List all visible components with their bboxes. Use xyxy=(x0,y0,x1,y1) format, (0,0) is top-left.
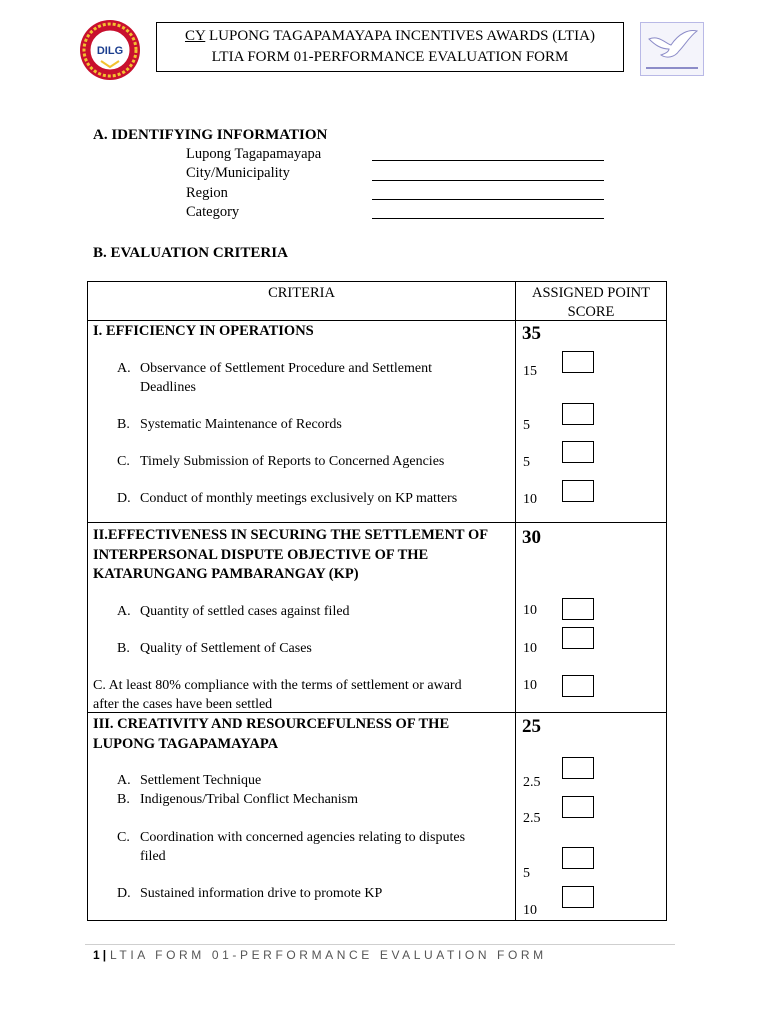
item-letter: A. xyxy=(117,361,131,376)
table-column-divider xyxy=(515,281,516,921)
section-3-item-d xyxy=(117,884,507,904)
item-text: Sustained information drive to promote KP xyxy=(140,886,383,901)
item-text: C. At least 80% compliance with the terms of settlement or award after the cases have been settled xyxy=(93,678,462,712)
item-text: Settlement Technique xyxy=(140,773,262,788)
form-subtitle: LTIA FORM 01-PERFORMANCE EVALUATION FORM xyxy=(211,49,569,65)
section-divider-1 xyxy=(87,522,667,523)
section-2-title-line: INTERPERSONAL DISPUTE OBJECTIVE OF THE xyxy=(93,546,429,563)
item-letter: A. xyxy=(117,604,131,619)
score-box-3b[interactable] xyxy=(562,796,594,818)
section-3-item-b-points: 2.5 xyxy=(523,811,541,826)
item-letter: D. xyxy=(117,886,131,901)
section-3-item-c-points: 5 xyxy=(523,866,530,881)
section-3-title-line: LUPONG TAGAPAMAYAPA xyxy=(93,735,279,752)
field-label-city: City/Municipality xyxy=(186,165,290,181)
field-line-region[interactable] xyxy=(372,199,604,200)
section-1-item-b-points: 5 xyxy=(523,418,530,433)
item-text: Coordination with concerned agencies relating to disputes filed xyxy=(140,830,466,864)
item-letter: C. xyxy=(117,454,130,469)
footer-rule xyxy=(85,944,675,945)
item-letter: B. xyxy=(117,417,130,432)
footer-separator: | xyxy=(102,948,107,962)
section-2-title xyxy=(93,526,511,585)
section-3-points: 25 xyxy=(522,716,541,737)
section-1-item-c-points: 5 xyxy=(523,455,530,470)
score-box-2c[interactable] xyxy=(562,675,594,697)
field-label-lupong: Lupong Tagapamayapa xyxy=(186,146,322,162)
section-1-item-d xyxy=(117,489,512,509)
section-2-item-c xyxy=(93,676,493,716)
section-3-item-b xyxy=(117,790,507,810)
section-1-item-c xyxy=(117,452,507,472)
section-2-points: 30 xyxy=(522,527,541,548)
score-column-header-line2: SCORE xyxy=(567,304,615,320)
score-box-3c[interactable] xyxy=(562,847,594,869)
section-1-points: 35 xyxy=(522,323,541,344)
section-3-item-c xyxy=(117,828,507,868)
score-box-2a[interactable] xyxy=(562,598,594,620)
item-text: Indigenous/Tribal Conflict Mechanism xyxy=(140,792,359,807)
evaluation-criteria-heading: B. EVALUATION CRITERIA xyxy=(93,245,288,261)
item-text: Timely Submission of Reports to Concerned Agencies xyxy=(140,454,445,469)
field-line-city[interactable] xyxy=(372,180,604,181)
section-2-item-a-points: 10 xyxy=(523,603,537,618)
section-2-title-line: KATARUNGANG PAMBARANGAY (KP) xyxy=(93,566,359,582)
page-footer xyxy=(93,948,547,962)
section-3-title xyxy=(93,715,511,754)
title-year-label: CY xyxy=(184,28,206,44)
item-letter: D. xyxy=(117,491,131,506)
field-label-region: Region xyxy=(186,185,228,201)
ltia-award-logo xyxy=(640,22,704,76)
score-box-1c[interactable] xyxy=(562,441,594,463)
field-line-category[interactable] xyxy=(372,218,604,219)
section-3-item-d-points: 10 xyxy=(523,903,537,918)
item-letter: B. xyxy=(117,792,130,807)
form-title-box xyxy=(156,22,624,72)
section-2-item-c-points: 10 xyxy=(523,678,537,693)
score-box-1a[interactable] xyxy=(562,351,594,373)
section-1-item-a-points: 15 xyxy=(523,364,537,379)
section-1-item-d-points: 10 xyxy=(523,492,537,507)
item-text: Systematic Maintenance of Records xyxy=(140,417,342,432)
section-2-item-b-points: 10 xyxy=(523,641,537,656)
form-title xyxy=(185,26,595,47)
section-3-item-a xyxy=(117,771,507,791)
footer-text: LTIA FORM 01-PERFORMANCE EVALUATION FORM xyxy=(110,948,547,962)
section-3-item-a-points: 2.5 xyxy=(523,775,541,790)
item-text: Quality of Settlement of Cases xyxy=(140,641,312,656)
section-1-item-a xyxy=(117,359,507,399)
item-letter: C. xyxy=(117,830,130,845)
field-label-category: Category xyxy=(186,204,240,220)
criteria-column-header: CRITERIA xyxy=(268,285,335,301)
item-text: Observance of Settlement Procedure and Settlement Deadlines xyxy=(140,361,432,395)
dilg-seal-logo xyxy=(79,19,141,81)
svg-text:DILG: DILG xyxy=(96,45,124,57)
score-box-1b[interactable] xyxy=(562,403,594,425)
section-1-title-line: I. EFFICIENCY IN OPERATIONS xyxy=(93,323,314,339)
score-box-3d[interactable] xyxy=(562,886,594,908)
item-letter: B. xyxy=(117,641,130,656)
item-text: Quantity of settled cases against filed xyxy=(140,604,350,619)
section-3-title-line: III. CREATIVITY AND RESOURCEFULNESS OF THE xyxy=(93,716,450,732)
identifying-info-heading: A. IDENTIFYING INFORMATION xyxy=(93,127,328,143)
section-1-title xyxy=(93,322,511,342)
field-line-lupong[interactable] xyxy=(372,160,604,161)
score-box-1d[interactable] xyxy=(562,480,594,502)
section-2-item-b xyxy=(117,639,507,659)
page-number: 1 xyxy=(93,948,100,962)
score-box-3a[interactable] xyxy=(562,757,594,779)
section-2-item-a xyxy=(117,602,507,622)
item-text: Conduct of monthly meetings exclusively on KP matters xyxy=(140,491,458,506)
section-1-item-b xyxy=(117,415,507,435)
item-letter: A. xyxy=(117,773,131,788)
score-box-2b[interactable] xyxy=(562,627,594,649)
score-column-header-line1: ASSIGNED POINT xyxy=(531,285,651,301)
section-2-title-line: II.EFFECTIVENESS IN SECURING THE SETTLEMENT OF xyxy=(93,527,489,543)
title-rest: LUPONG TAGAPAMAYAPA INCENTIVES AWARDS (LTIA) xyxy=(205,28,596,44)
